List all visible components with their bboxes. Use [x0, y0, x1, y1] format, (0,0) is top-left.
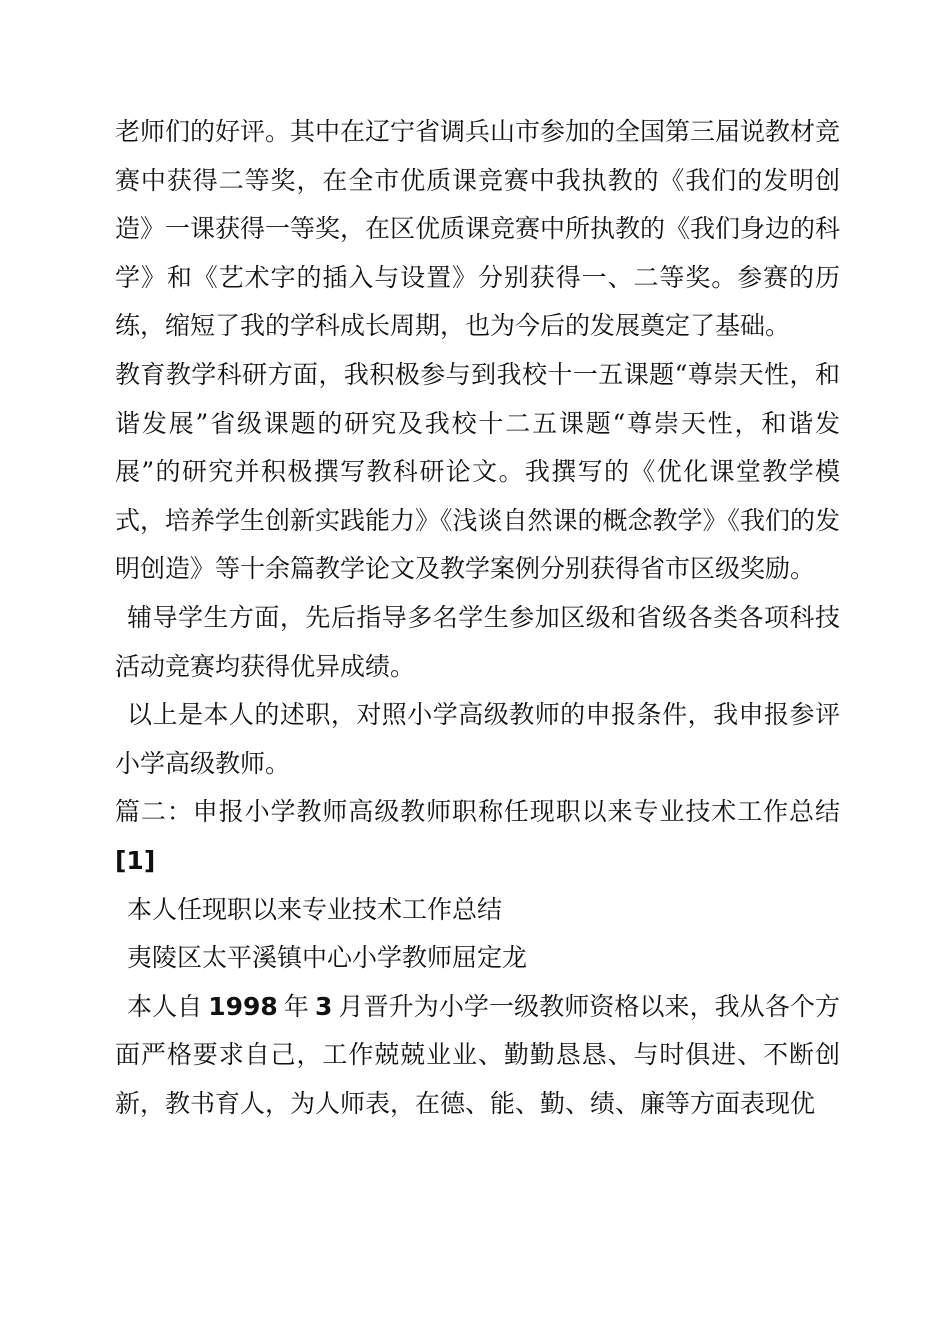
document-body [115, 108, 840, 1128]
summary-title: 本人任现职以来专业技术工作总结 [127, 894, 503, 924]
paragraph-research: 教育教学科研方面，我积极参与到我校十一五课题“尊崇天性，和谐发展”省级课题的研究及我校十二五课题“尊崇天性，和谐发展”的研究并积极撰写教科研论文。我撰写的《优化课堂教学模式，培养学生创新实践能力》《浅谈自然课的概念教学》《我们的发明创造》等十余篇教学论文及教学案例分别获得省市区级奖励。 [115, 359, 841, 584]
author-line: 夷陵区太平溪镇中心小学教师屈定龙 [127, 943, 528, 973]
intro-part-2: 年 [283, 991, 310, 1021]
section-heading [115, 788, 840, 885]
section-heading-text: 篇二：申报小学教师高级教师职称任现职以来专业技术工作总结 [115, 797, 840, 827]
intro-part-3: 月晋升为小学一级教师资格以来，我从各个方面严格要求自己，工作兢兢业业、勤勤恳恳、与时俱进、不断创新，教书育人，为人师表，在德、能、勤、绩、廉等方面表现优 [115, 991, 840, 1118]
paragraph-intro [115, 983, 840, 1129]
paragraph-student-guidance: 辅导学生方面，先后指导多名学生参加区级和省级各类各项科技活动竞赛均获得优异成绩。 [115, 602, 840, 681]
intro-month: 3 [315, 991, 333, 1021]
paragraph-competition-awards: 老师们的好评。其中在辽宁省调兵山市参加的全国第三届说教材竞赛中获得二等奖，在全市优质课竞赛中我执教的《我们的发明创造》一课获得一等奖，在区优质课竞赛中所执教的《我们身边的科学》和《艺术字的插入与设置》分别获得一、二等奖。参赛的历练，缩短了我的学科成长周期，也为今后的发展奠定了基础。 [115, 117, 841, 341]
intro-part-1: 本人自 [127, 991, 203, 1021]
reference-link[interactable]: [1] [115, 845, 156, 875]
intro-year: 1998 [208, 991, 278, 1021]
paragraph-conclusion: 以上是本人的述职，对照小学高级教师的申报条件，我申报参评小学高级教师。 [115, 700, 840, 778]
